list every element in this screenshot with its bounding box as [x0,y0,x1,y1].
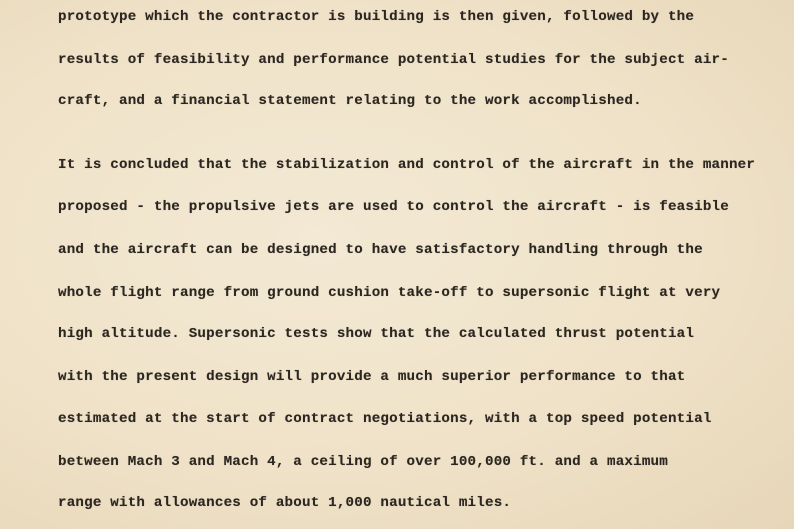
text-line: It is concluded that the stabilization and control of the aircraft in the manner [58,157,756,173]
text-line: proposed - the propulsive jets are used to control the aircraft - is feasible [58,199,729,215]
text-line: prototype which the contractor is building is then given, followed by the [58,9,695,25]
text-line: high altitude. Supersonic tests show that the calculated thrust potential [58,326,695,342]
text-line: craft, and a financial statement relating to the work accomplished. [58,93,642,109]
text-line: between Mach 3 and Mach 4, a ceiling of over 100,000 ft. and a maximum [58,454,668,470]
text-line: whole flight range from ground cushion take-off to supersonic flight at very [58,285,721,301]
text-line: with the present design will provide a much superior performance to that [58,369,686,385]
text-line: range with allowances of about 1,000 nautical miles. [58,495,512,511]
text-line: estimated at the start of contract negotiations, with a top speed potential [58,411,712,427]
text-line: and the aircraft can be designed to have satisfactory handling through the [58,242,703,258]
text-line: results of feasibility and performance potential studies for the subject air- [58,52,729,68]
